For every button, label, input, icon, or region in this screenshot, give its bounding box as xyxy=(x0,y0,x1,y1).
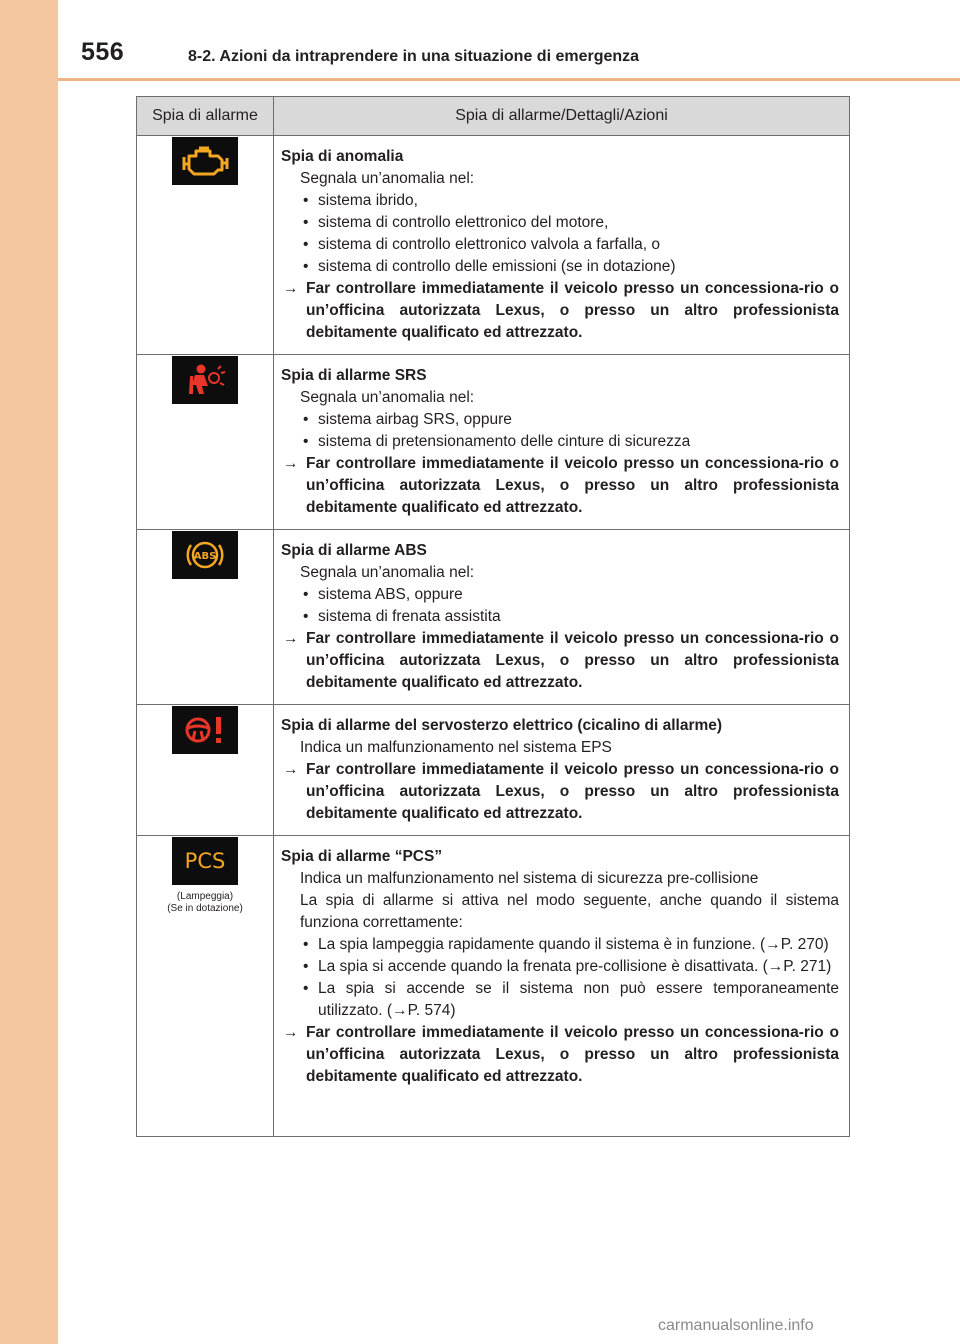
icon-caption-line: (Se in dotazione) xyxy=(167,903,243,914)
bullet-glyph: • xyxy=(303,411,309,428)
list-item-text: sistema ABS, oppure xyxy=(318,586,463,603)
list-item-text: La spia si accende quando la frenata pre-collisione è disattivata. (→P. 271) xyxy=(318,958,832,975)
table-row xyxy=(137,530,850,705)
warning-title: Spia di allarme ABS xyxy=(281,542,427,559)
table-row xyxy=(137,136,850,355)
bullet-glyph: • xyxy=(303,192,309,209)
bullet-glyph: • xyxy=(303,608,309,625)
bullet-glyph: • xyxy=(303,433,309,450)
page-number: 556 xyxy=(81,38,125,66)
action-text: Far controllare immediatamente il veicolo presso un concessiona-rio o un’officina autorizzata Lexus, o presso un altro professionista debitamente qualificato ed attrezzato. xyxy=(306,630,839,691)
bullet-glyph: • xyxy=(303,958,309,975)
details-cell xyxy=(274,836,850,1137)
column-header-details: Spia di allarme/Dettagli/Azioni xyxy=(274,97,850,136)
details-cell xyxy=(274,705,850,836)
list-item xyxy=(281,584,839,606)
column-header-warning-light: Spia di allarme xyxy=(137,97,274,136)
table-row xyxy=(137,705,850,836)
action-text: Far controllare immediatamente il veicolo presso un concessiona-rio o un’officina autorizzata Lexus, o presso un altro professionista debitamente qualificato ed attrezzato. xyxy=(306,761,839,822)
bullet-glyph: • xyxy=(303,586,309,603)
list-item-text: La spia si accende se il sistema non può essere temporaneamente utilizzato. (→P. 574) xyxy=(318,980,839,1019)
list-item xyxy=(281,606,839,628)
list-item xyxy=(281,256,839,278)
bullet-glyph: • xyxy=(303,214,309,231)
watermark-link[interactable]: carmanualsonline.info xyxy=(658,1317,814,1334)
action-instruction xyxy=(281,453,839,519)
pcs-icon-label: PCS xyxy=(184,849,226,873)
list-item-text: sistema ibrido, xyxy=(318,192,418,209)
list-item xyxy=(281,409,839,431)
list-item xyxy=(281,212,839,234)
details-cell xyxy=(274,136,850,355)
action-instruction xyxy=(281,1022,839,1088)
icon-caption xyxy=(138,891,272,915)
icon-cell xyxy=(137,355,274,530)
list-item xyxy=(281,956,839,978)
header-rule xyxy=(58,78,960,81)
list-item-text: sistema di frenata assistita xyxy=(318,608,501,625)
action-instruction xyxy=(281,278,839,344)
section-title: 8-2. Azioni da intraprendere in una situazione di emergenza xyxy=(188,48,640,65)
action-text: Far controllare immediatamente il veicolo presso un concessiona-rio o un’officina autorizzata Lexus, o presso un altro professionista debitamente qualificato ed attrezzato. xyxy=(306,280,839,341)
arrow-glyph: → xyxy=(283,630,299,647)
list-item xyxy=(281,431,839,453)
bullet-glyph: • xyxy=(303,936,309,953)
abs-icon-label: ABS xyxy=(193,551,217,562)
list-item xyxy=(281,934,839,956)
action-instruction xyxy=(281,628,839,694)
check-engine-icon xyxy=(172,137,238,185)
arrow-glyph: → xyxy=(283,1024,299,1041)
arrow-glyph: → xyxy=(283,761,299,778)
table-row xyxy=(137,355,850,530)
warning-description-extra: La spia di allarme si attiva nel modo seguente, anche quando il sistema funziona correttamente: xyxy=(300,892,839,931)
icon-cell xyxy=(137,836,274,1137)
action-text: Far controllare immediatamente il veicolo presso un concessiona-rio o un’officina autorizzata Lexus, o presso un altro professionista debitamente qualificato ed attrezzato. xyxy=(306,455,839,516)
action-text: Far controllare immediatamente il veicolo presso un concessiona-rio o un’officina autorizzata Lexus, o presso un altro professionista debitamente qualificato ed attrezzato. xyxy=(306,1024,839,1085)
icon-cell xyxy=(137,705,274,836)
warning-title: Spia di allarme “PCS” xyxy=(281,848,443,865)
icon-cell xyxy=(137,136,274,355)
pcs-icon xyxy=(172,837,238,885)
warning-description: Indica un malfunzionamento nel sistema di sicurezza pre-collisione xyxy=(300,870,759,887)
warning-description: Segnala un’anomalia nel: xyxy=(300,564,475,581)
table-row xyxy=(137,836,850,1137)
warning-title: Spia di anomalia xyxy=(281,148,404,165)
steering-warning-icon xyxy=(172,706,238,754)
warning-description: Segnala un’anomalia nel: xyxy=(300,170,475,187)
warning-lights-table xyxy=(136,96,850,1137)
list-item-text: sistema di controllo elettronico del motore, xyxy=(318,214,609,231)
icon-caption-line: (Lampeggia) xyxy=(176,891,234,902)
arrow-glyph: → xyxy=(283,280,299,297)
arrow-glyph: → xyxy=(283,455,299,472)
list-item-text: La spia lampeggia rapidamente quando il sistema è in funzione. (→P. 270) xyxy=(318,936,829,953)
details-cell xyxy=(274,530,850,705)
bullet-glyph: • xyxy=(303,258,309,275)
side-margin-strip xyxy=(0,0,58,1344)
table-header-row xyxy=(137,97,850,136)
abs-icon xyxy=(172,531,238,579)
list-item xyxy=(281,978,839,1022)
icon-cell xyxy=(137,530,274,705)
warning-title: Spia di allarme SRS xyxy=(281,367,427,384)
list-item-text: sistema di controllo elettronico valvola a farfalla, o xyxy=(318,236,661,253)
list-item-text: sistema di controllo delle emissioni (se in dotazione) xyxy=(318,258,676,275)
list-item-text: sistema di pretensionamento delle cinture di sicurezza xyxy=(318,433,691,450)
bullet-glyph: • xyxy=(303,980,309,997)
list-item xyxy=(281,190,839,212)
bullet-glyph: • xyxy=(303,236,309,253)
action-instruction xyxy=(281,759,839,825)
warning-description: Indica un malfunzionamento nel sistema EPS xyxy=(300,739,612,756)
warning-title: Spia di allarme del servosterzo elettrico (cicalino di allarme) xyxy=(281,717,723,734)
list-item xyxy=(281,234,839,256)
warning-description: Segnala un’anomalia nel: xyxy=(300,389,475,406)
list-item-text: sistema airbag SRS, oppure xyxy=(318,411,512,428)
srs-airbag-icon xyxy=(172,356,238,404)
details-cell xyxy=(274,355,850,530)
